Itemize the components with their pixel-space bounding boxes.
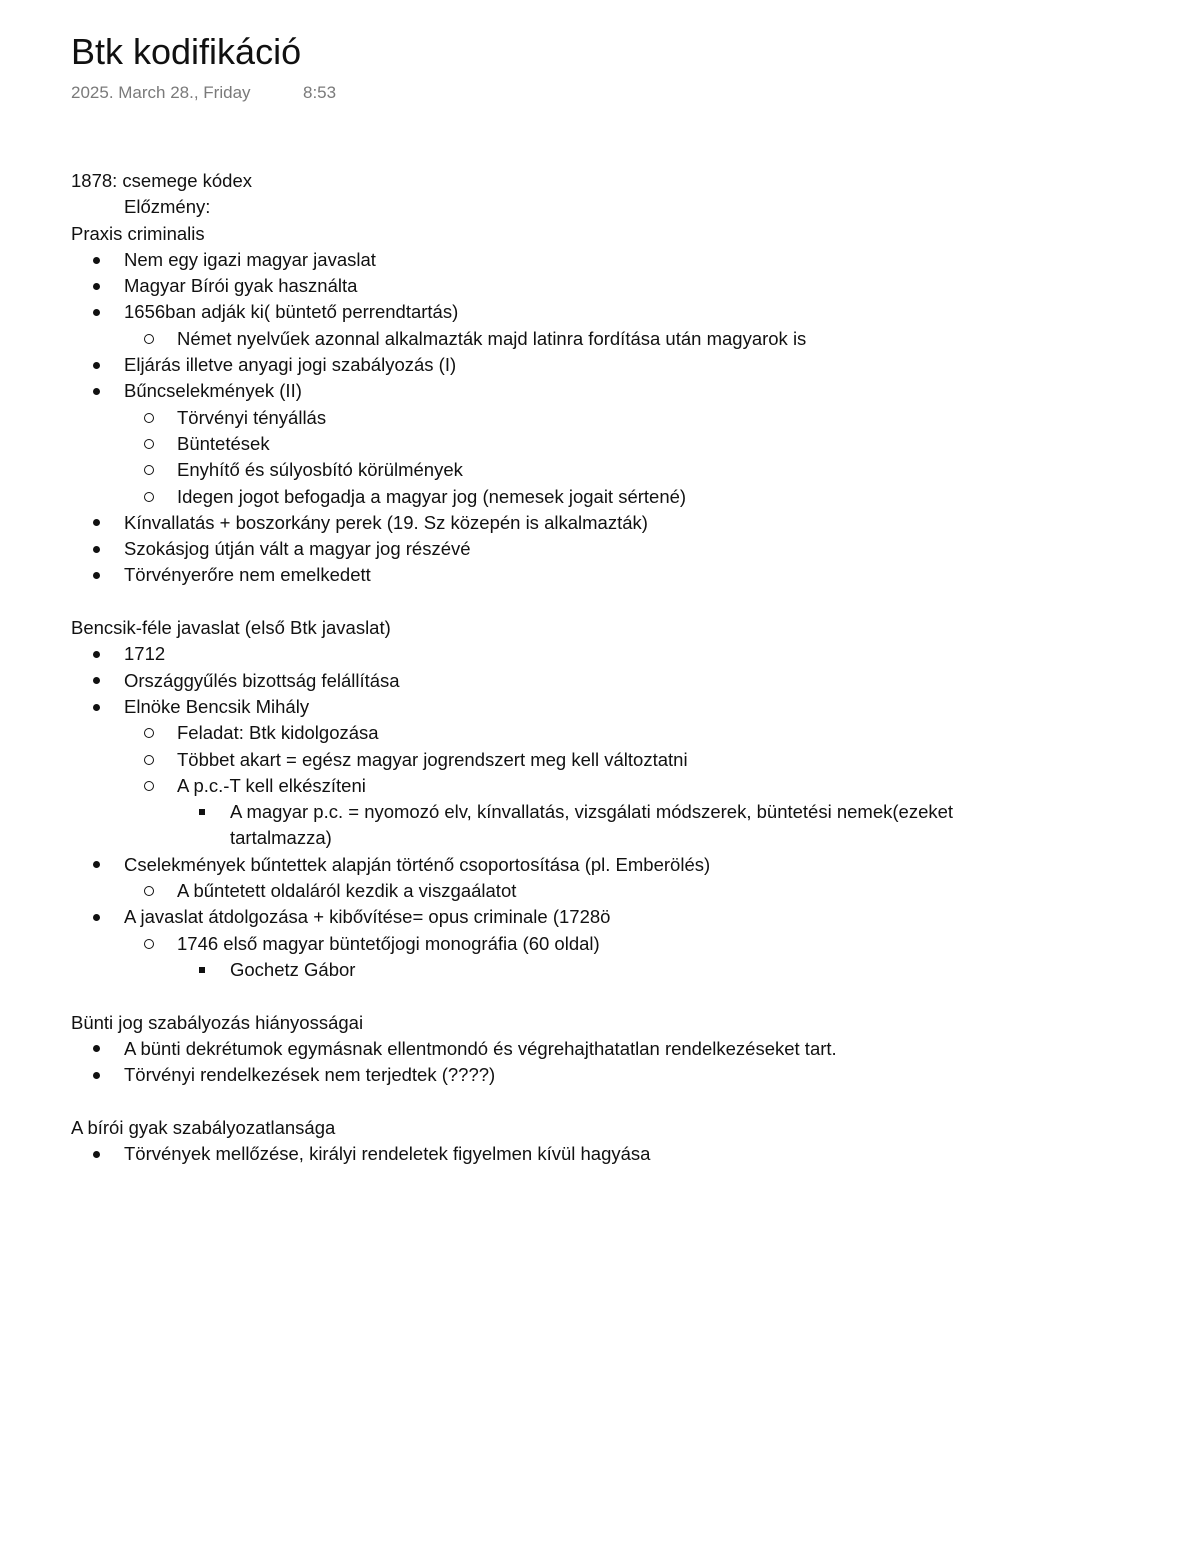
list-item: Országgyűlés bizottság felállítása <box>71 668 1151 694</box>
list-item: Szokásjog útján vált a magyar jog részévé <box>71 536 1151 562</box>
spacer <box>71 1088 1151 1114</box>
bullet-dot-icon <box>86 1062 106 1088</box>
bullet-circle-icon <box>139 484 159 510</box>
list-item: Idegen jogot befogadja a magyar jog (nemesek jogait sértené) <box>71 484 1151 510</box>
bullet-dot-icon <box>86 1141 106 1167</box>
list-item: Német nyelvűek azonnal alkalmazták majd latinra fordítása után magyarok is <box>71 326 1151 352</box>
section-heading-hianyossagok: Bünti jog szabályozás hiányosságai <box>71 1011 364 1033</box>
bullet-dot-icon <box>86 247 106 273</box>
note-body[interactable] <box>71 168 1151 1167</box>
page-title: Btk kodifikáció <box>71 31 302 72</box>
list-item: Feladat: Btk kidolgozása <box>71 720 1151 746</box>
bullet-circle-icon <box>139 773 159 799</box>
list-item: Kínvallatás + boszorkány perek (19. Sz közepén is alkalmazták) <box>71 510 1151 536</box>
list-item: 1712 <box>71 641 1151 667</box>
bullet-dot-icon <box>86 694 106 720</box>
bullet-dot-icon <box>86 510 106 536</box>
list-item: A bűntetett oldaláról kezdik a viszgaálatot <box>71 878 1151 904</box>
list-item: Büntetések <box>71 431 1151 457</box>
list-item: 1746 első magyar büntetőjogi monográfia (60 oldal) <box>71 931 1151 957</box>
bullet-dot-icon <box>86 852 106 878</box>
spacer <box>71 983 1151 1009</box>
note-page <box>71 30 1151 1167</box>
bullet-dot-icon <box>86 1036 106 1062</box>
list-item: Eljárás illetve anyagi jogi szabályozás (I) <box>71 352 1151 378</box>
bullet-circle-icon <box>139 747 159 773</box>
bullet-dot-icon <box>86 536 106 562</box>
list-item: Enyhítő és súlyosbító körülmények <box>71 457 1151 483</box>
bullet-dot-icon <box>86 378 106 404</box>
section-heading-bencsik: Bencsik-féle javaslat (első Btk javaslat) <box>71 617 391 639</box>
bullet-circle-icon <box>139 326 159 352</box>
list-item: Bűncselekmények (II) <box>71 378 1151 404</box>
elozmeny-label: Előzmény: <box>124 196 211 218</box>
list-item: Nem egy igazi magyar javaslat <box>71 247 1151 273</box>
list-item: Törvényerőre nem emelkedett <box>71 562 1151 588</box>
bullet-dot-icon <box>86 273 106 299</box>
list-item: A bünti dekrétumok egymásnak ellentmondó és végrehajthatatlan rendelkezéseket tart. <box>71 1036 1151 1062</box>
list-item: Gochetz Gábor <box>71 957 1151 983</box>
list-item: A magyar p.c. = nyomozó elv, kínvallatás, vizsgálati módszerek, büntetési nemek(ezeket tartalmazza) <box>71 799 1050 852</box>
bullet-square-icon <box>192 957 212 983</box>
list-item: 1656ban adják ki( büntető perrendtartás) <box>71 299 1151 325</box>
bullet-circle-icon <box>139 720 159 746</box>
bullet-dot-icon <box>86 299 106 325</box>
section-heading-praxis: Praxis criminalis <box>71 222 205 244</box>
list-item: Törvényi rendelkezések nem terjedtek (????) <box>71 1062 1151 1088</box>
bullet-dot-icon <box>86 641 106 667</box>
bullet-circle-icon <box>139 878 159 904</box>
bullet-dot-icon <box>86 904 106 930</box>
spacer <box>71 589 1151 615</box>
list-item: Többet akart = egész magyar jogrendszert meg kell változtatni <box>71 747 1151 773</box>
list-item: Törvények mellőzése, királyi rendeletek figyelmen kívül hagyása <box>71 1141 1151 1167</box>
bullet-circle-icon <box>139 405 159 431</box>
note-time: 8:53 <box>303 83 337 102</box>
list-item: A p.c.-T kell elkészíteni <box>71 773 1151 799</box>
bullet-square-icon <box>192 799 212 825</box>
section-heading-biroi: A bírói gyak szabályozatlansága <box>71 1116 336 1138</box>
bullet-circle-icon <box>139 931 159 957</box>
list-item: Elnöke Bencsik Mihály <box>71 694 1151 720</box>
heading-1878: 1878: csemege kódex <box>71 170 253 191</box>
bullet-circle-icon <box>139 431 159 457</box>
list-item: Cselekmények bűntettek alapján történő csoportosítása (pl. Emberölés) <box>71 852 1151 878</box>
bullet-dot-icon <box>86 562 106 588</box>
bullet-dot-icon <box>86 668 106 694</box>
bullet-dot-icon <box>86 352 106 378</box>
list-item: A javaslat átdolgozása + kibővítése= opus criminale (1728ö <box>71 904 1151 930</box>
note-date: 2025. March 28., Friday <box>71 83 251 102</box>
list-item: Magyar Bírói gyak használta <box>71 273 1151 299</box>
list-item: Törvényi tényállás <box>71 405 1151 431</box>
bullet-circle-icon <box>139 457 159 483</box>
note-meta <box>71 82 1151 104</box>
